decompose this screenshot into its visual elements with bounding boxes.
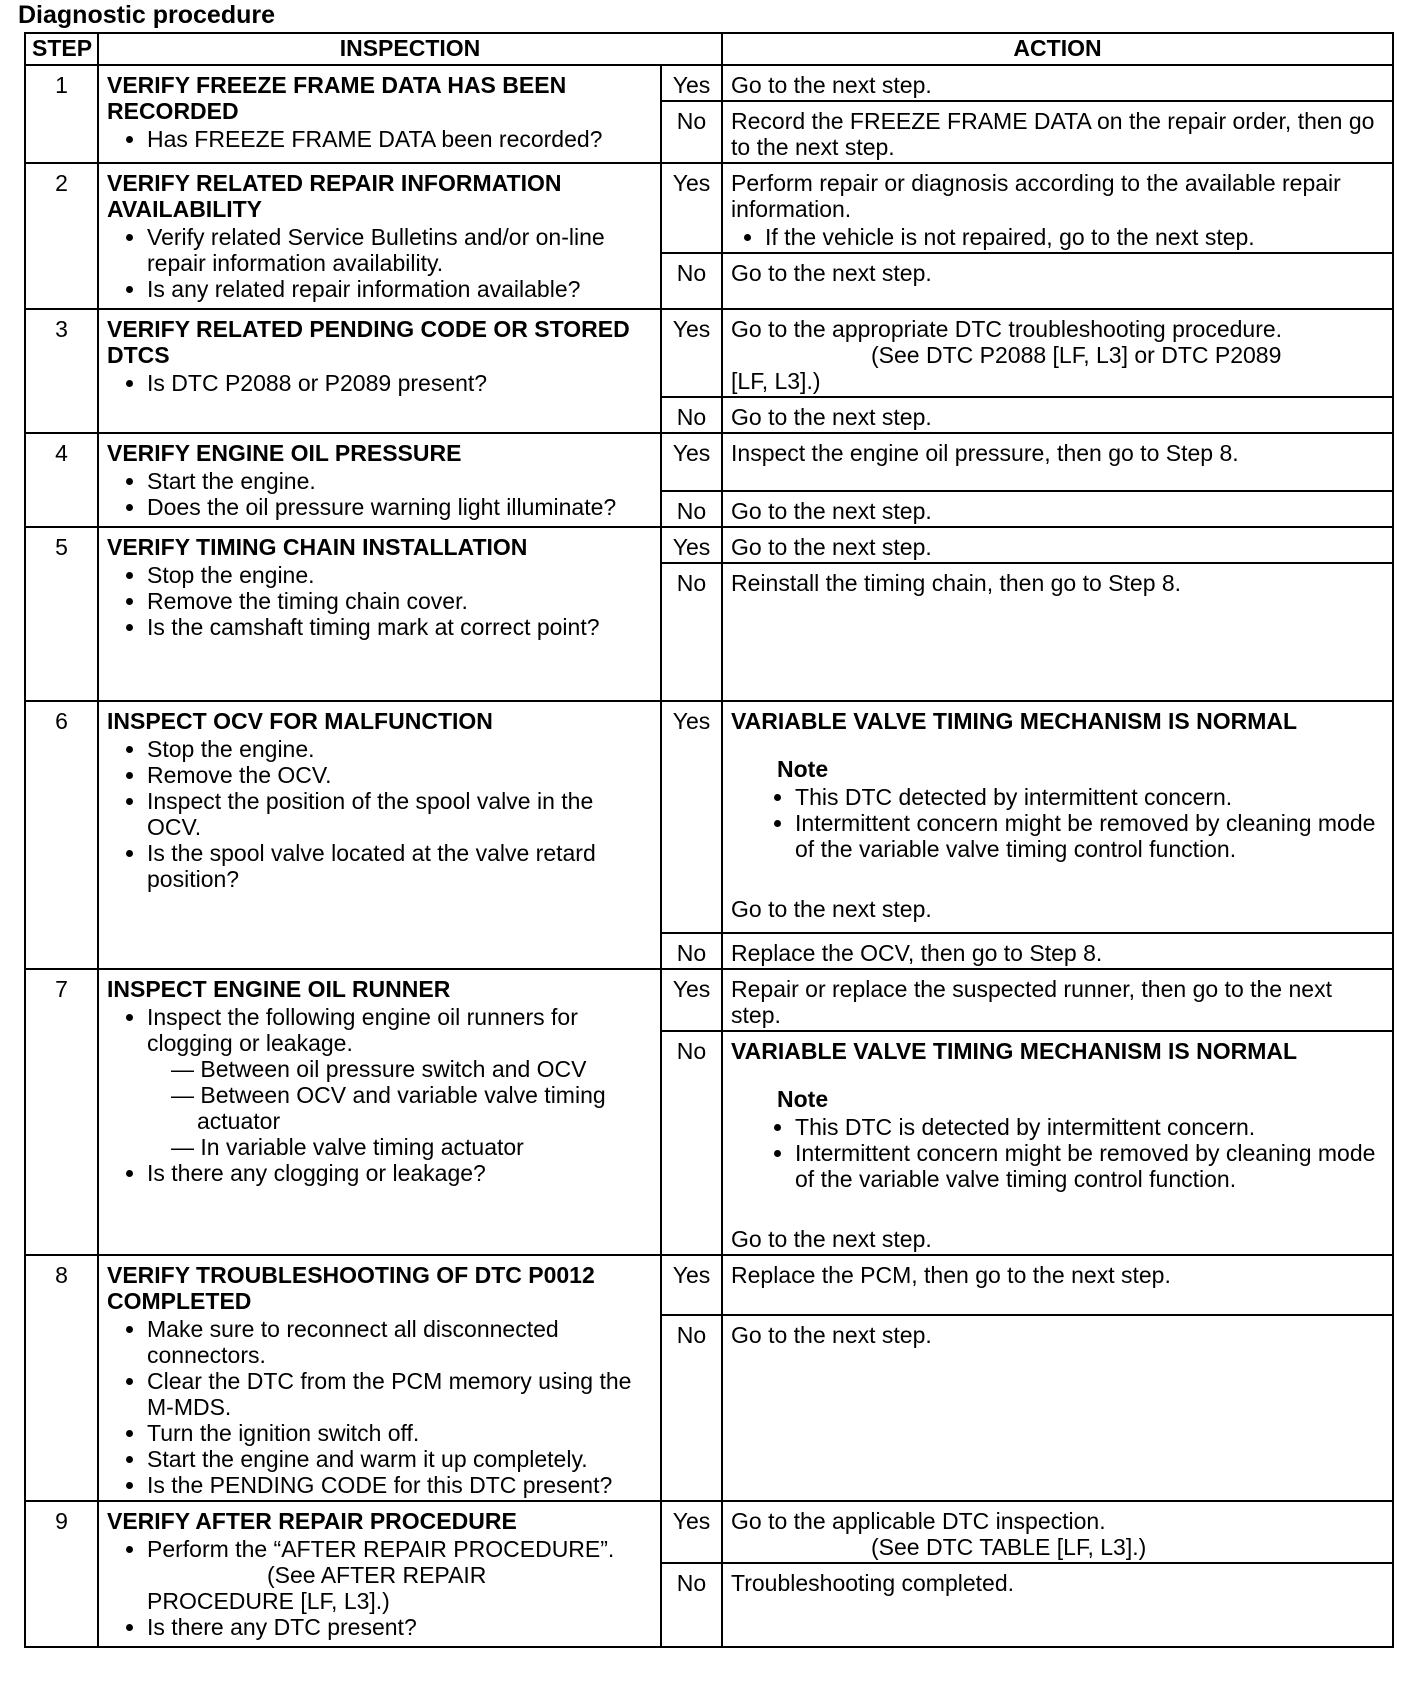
- yes-action-cell: [722, 309, 1393, 397]
- inspection-heading: INSPECT ENGINE OIL RUNNER: [107, 976, 451, 1002]
- action-heading: VARIABLE VALVE TIMING MECHANISM IS NORMAL: [731, 708, 1298, 734]
- no-action: Go to the next step.: [722, 491, 1393, 527]
- sub-item: — Between oil pressure switch and OCV: [171, 1056, 587, 1082]
- inspection-heading: VERIFY RELATED REPAIR INFORMATION AVAILABILITY: [107, 170, 562, 222]
- inspection-heading: INSPECT OCV FOR MALFUNCTION: [107, 708, 493, 734]
- inspection-item: • Is the spool valve located at the valve retard position?: [147, 840, 652, 892]
- no-action: Record the FREEZE FRAME DATA on the repair order, then go to the next step.: [722, 101, 1393, 163]
- reference-link[interactable]: PROCEDURE [LF, L3].): [147, 1588, 390, 1614]
- inspection-cell: [98, 1501, 661, 1647]
- reference-link[interactable]: (See DTC P2088 [LF, L3] or DTC P2089: [871, 342, 1282, 368]
- yes-action: Go to the applicable DTC inspection.: [731, 1508, 1106, 1534]
- inspection-item: • Is there any DTC present?: [147, 1614, 652, 1640]
- no-action: Go to the next step.: [722, 1315, 1393, 1501]
- inspection-item: [147, 1004, 652, 1160]
- diagnostic-table: [24, 32, 1394, 1648]
- inspection-cell: [98, 65, 661, 163]
- table-row: [25, 1255, 1393, 1315]
- note-label: Note: [777, 1086, 829, 1112]
- sub-item: — Between OCV and variable valve timing actuator: [171, 1082, 606, 1134]
- inspection-cell: [98, 969, 661, 1255]
- inspection-item: • Make sure to reconnect all disconnected connectors.: [147, 1316, 652, 1368]
- inspection-item: • Start the engine and warm it up completely.: [147, 1446, 652, 1472]
- yes-label: Yes: [661, 309, 722, 397]
- inspection-heading: VERIFY RELATED PENDING CODE OR STORED DTCS: [107, 316, 630, 368]
- no-action: Go to the next step.: [731, 1226, 932, 1252]
- inspection-item: • Verify related Service Bulletins and/or on-line repair information availability.: [147, 224, 652, 276]
- no-action: Reinstall the timing chain, then go to Step 8.: [722, 563, 1393, 701]
- yes-label: Yes: [661, 527, 722, 563]
- inspection-item: • Is any related repair information available?: [147, 276, 652, 302]
- inspection-item: • Is the camshaft timing mark at correct point?: [147, 614, 652, 640]
- table-header-row: [25, 33, 1393, 65]
- table-row: [25, 309, 1393, 397]
- table-row: [25, 433, 1393, 491]
- yes-label: Yes: [661, 969, 722, 1031]
- note-item: • Intermittent concern might be removed by cleaning mode of the variable valve timing control function.: [795, 1140, 1384, 1192]
- no-label: No: [661, 1563, 722, 1647]
- yes-action: Repair or replace the suspected runner, then go to the next step.: [722, 969, 1393, 1031]
- inspection-item: • Stop the engine.: [147, 562, 652, 588]
- step-number: 3: [25, 309, 98, 433]
- no-label: No: [661, 397, 722, 433]
- yes-label: Yes: [661, 163, 722, 253]
- note-item: • This DTC detected by intermittent concern.: [795, 784, 1384, 810]
- no-label: No: [661, 1315, 722, 1501]
- inspection-item: [147, 1536, 652, 1614]
- table-row: [25, 163, 1393, 253]
- yes-action: Inspect the engine oil pressure, then go to Step 8.: [722, 433, 1393, 491]
- reference-link[interactable]: [LF, L3].): [731, 368, 821, 394]
- inspection-item: • Remove the OCV.: [147, 762, 652, 788]
- no-action: Troubleshooting completed.: [722, 1563, 1393, 1647]
- table-row: [25, 701, 1393, 933]
- inspection-item: • Is there any clogging or leakage?: [147, 1160, 652, 1186]
- inspection-heading: VERIFY AFTER REPAIR PROCEDURE: [107, 1508, 517, 1534]
- yes-label: Yes: [661, 433, 722, 491]
- inspection-item: • Is DTC P2088 or P2089 present?: [147, 370, 652, 396]
- inspection-cell: [98, 309, 661, 433]
- inspection-cell: [98, 433, 661, 527]
- inspection-cell: [98, 1255, 661, 1501]
- yes-label: Yes: [661, 1501, 722, 1563]
- step-number: 6: [25, 701, 98, 969]
- inspection-heading: VERIFY ENGINE OIL PRESSURE: [107, 440, 462, 466]
- no-action: Go to the next step.: [722, 253, 1393, 309]
- step-number: 8: [25, 1255, 98, 1501]
- yes-action: Perform repair or diagnosis according to the available repair information.: [731, 170, 1341, 222]
- table-row: [25, 1501, 1393, 1563]
- note-item: • This DTC is detected by intermittent concern.: [795, 1114, 1384, 1140]
- step-number: 9: [25, 1501, 98, 1647]
- note-label: Note: [777, 756, 829, 782]
- yes-action: Go to the next step.: [722, 527, 1393, 563]
- sub-item: — In variable valve timing actuator: [171, 1134, 524, 1160]
- note-item: • Intermittent concern might be removed by cleaning mode of the variable valve timing control function.: [795, 810, 1384, 862]
- yes-action-cell: [722, 163, 1393, 253]
- inspection-item: • Inspect the position of the spool valve in the OCV.: [147, 788, 652, 840]
- inspection-heading: VERIFY FREEZE FRAME DATA HAS BEEN RECORDED: [107, 72, 567, 124]
- inspection-item: • Turn the ignition switch off.: [147, 1420, 652, 1446]
- page-title: Diagnostic procedure: [18, 1, 275, 29]
- inspection-item: • Is the PENDING CODE for this DTC present?: [147, 1472, 652, 1498]
- table-row: [25, 527, 1393, 563]
- table-row: [25, 969, 1393, 1031]
- reference-link[interactable]: (See DTC TABLE [LF, L3].): [871, 1534, 1147, 1560]
- no-action-cell: [722, 1031, 1393, 1255]
- inspection-item: • Clear the DTC from the PCM memory using the M-MDS.: [147, 1368, 652, 1420]
- no-label: No: [661, 491, 722, 527]
- no-action: Go to the next step.: [722, 397, 1393, 433]
- inspection-cell: [98, 701, 661, 969]
- inspection-item-text: • Perform the “AFTER REPAIR PROCEDURE”.: [147, 1536, 615, 1562]
- no-label: No: [661, 1031, 722, 1255]
- inspection-item-text: Inspect the following engine oil runners for clogging or leakage.: [147, 1004, 578, 1056]
- action-item: • If the vehicle is not repaired, go to the next step.: [765, 224, 1384, 250]
- yes-label: Yes: [661, 65, 722, 101]
- inspection-cell: [98, 163, 661, 309]
- yes-action: Go to the appropriate DTC troubleshooting procedure.: [731, 316, 1283, 342]
- step-number: 7: [25, 969, 98, 1255]
- header-inspection: INSPECTION: [98, 33, 722, 65]
- yes-label: Yes: [661, 1255, 722, 1315]
- action-heading: VARIABLE VALVE TIMING MECHANISM IS NORMAL: [731, 1038, 1298, 1064]
- step-number: 1: [25, 65, 98, 163]
- yes-action-cell: [722, 701, 1393, 933]
- yes-action: Go to the next step.: [731, 896, 932, 922]
- header-action: ACTION: [722, 33, 1393, 65]
- yes-action: Go to the next step.: [722, 65, 1393, 101]
- yes-label: Yes: [661, 701, 722, 933]
- no-label: No: [661, 253, 722, 309]
- yes-action: Replace the PCM, then go to the next step.: [722, 1255, 1393, 1315]
- inspection-cell: [98, 527, 661, 701]
- table-row: [25, 65, 1393, 101]
- no-label: No: [661, 563, 722, 701]
- inspection-heading: VERIFY TIMING CHAIN INSTALLATION: [107, 534, 528, 560]
- inspection-item: • Has FREEZE FRAME DATA been recorded?: [147, 126, 652, 152]
- inspection-item: • Start the engine.: [147, 468, 652, 494]
- inspection-item: • Does the oil pressure warning light illuminate?: [147, 494, 652, 520]
- reference-link[interactable]: (See AFTER REPAIR: [267, 1562, 487, 1588]
- step-number: 5: [25, 527, 98, 701]
- yes-action-cell: [722, 1501, 1393, 1563]
- step-number: 2: [25, 163, 98, 309]
- inspection-item: • Remove the timing chain cover.: [147, 588, 652, 614]
- step-number: 4: [25, 433, 98, 527]
- no-action: Replace the OCV, then go to Step 8.: [722, 933, 1393, 969]
- header-step: STEP: [25, 33, 98, 65]
- no-label: No: [661, 933, 722, 969]
- no-label: No: [661, 101, 722, 163]
- inspection-item: • Stop the engine.: [147, 736, 652, 762]
- inspection-heading: VERIFY TROUBLESHOOTING OF DTC P0012 COMPLETED: [107, 1262, 595, 1314]
